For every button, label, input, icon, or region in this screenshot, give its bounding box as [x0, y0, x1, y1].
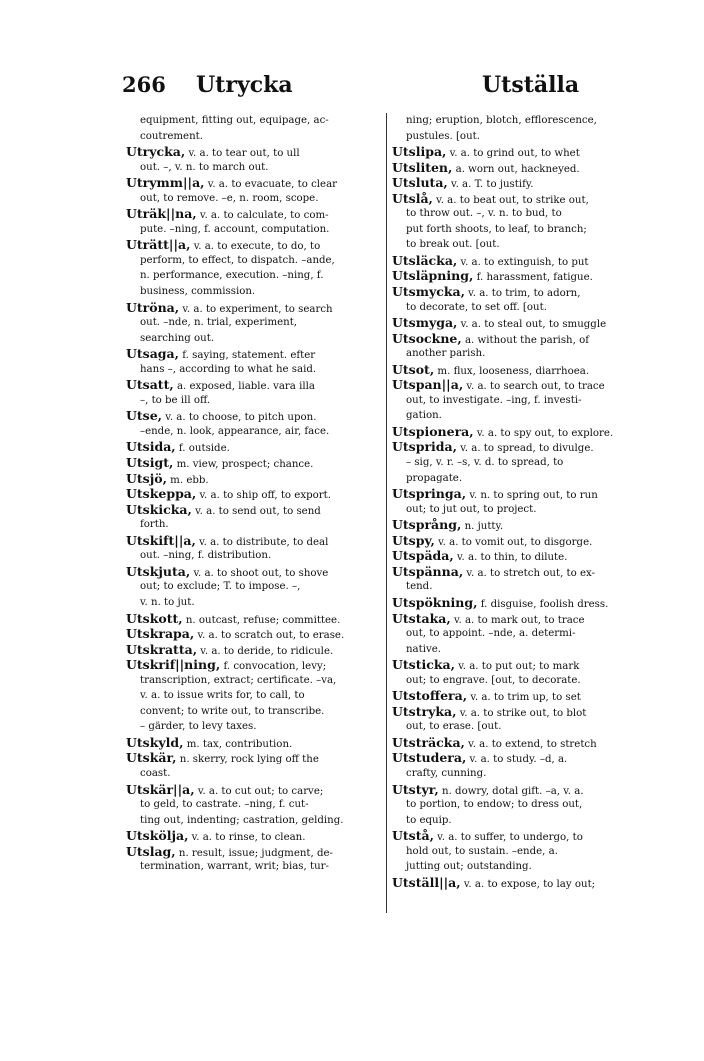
headword: Utspan||a,: [392, 377, 464, 393]
entry-line: [392, 595, 652, 611]
definition-text: n. skerry, rock lying off the: [176, 754, 319, 766]
definition-text: out, to appoint. –nde, a. determi-: [406, 628, 576, 640]
headword: Utsaga,: [126, 346, 180, 362]
entry-line: [126, 439, 383, 455]
entry-line: [126, 144, 383, 160]
headword: Utställ||a,: [392, 874, 461, 890]
headword: Utröna,: [126, 299, 180, 315]
headword: Utstoffera,: [392, 688, 468, 704]
continuation-line: [392, 642, 652, 658]
entry-line: [392, 315, 652, 331]
entry-line: [392, 828, 652, 844]
definition-text: another parish.: [406, 348, 486, 360]
definition-text: m. ebb.: [166, 474, 209, 486]
headword: Utspy,: [392, 532, 435, 548]
definition-text: transcription, extract; certificate. –va,: [140, 674, 337, 686]
entry-line: [392, 533, 652, 549]
entry-line: [126, 502, 383, 518]
definition-text: v. a. to extend, to stretch: [464, 738, 597, 750]
definition-text: m. flux, looseness, diarrhoea.: [434, 365, 590, 377]
continuation-line: [126, 719, 383, 735]
entry-line: [126, 626, 383, 642]
entry-line: [126, 471, 383, 487]
definition-text: out; to jut out, to project.: [406, 503, 537, 515]
page-number: 266: [122, 72, 166, 97]
definition-text: n. dowry, dotal gift. –a, v. a.: [438, 785, 584, 797]
continuation-line: [392, 113, 652, 129]
headword: Utsmyga,: [392, 315, 458, 331]
definition-text: v. a. to beat out, to strike out,: [432, 194, 589, 206]
definition-text: searching out.: [140, 332, 215, 344]
definition-text: f. harassment, fatigue.: [473, 272, 593, 284]
headword: Utskott,: [126, 610, 183, 626]
entry-line: [392, 657, 652, 673]
definition-text: a. worn out, hackneyed.: [452, 163, 580, 175]
headword: Utsticka,: [392, 657, 455, 673]
right-guide-word: Utställa: [482, 72, 580, 98]
definition-text: v. a. to steal out, to smuggle: [457, 319, 607, 331]
definition-text: out; to engrave. [out, to decorate.: [406, 674, 581, 686]
continuation-line: [126, 704, 383, 720]
definition-text: v. a. to trim, to adorn,: [464, 288, 581, 300]
definition-text: to portion, to endow; to dress out,: [406, 799, 583, 811]
right-column: [392, 113, 652, 890]
continuation-line: [126, 688, 383, 704]
definition-text: put forth shoots, to leaf, to branch;: [406, 223, 587, 235]
headword: Utstaka,: [392, 610, 451, 626]
headword: Utstryka,: [392, 703, 457, 719]
entry-line: [392, 144, 652, 160]
entry-line: [126, 533, 383, 549]
continuation-line: [392, 455, 652, 471]
definition-text: out, to erase. [out.: [406, 721, 502, 733]
headword: Utstyr,: [392, 781, 439, 797]
definition-text: v. a. to experiment, to search: [179, 303, 333, 315]
definition-text: v. a. to trim up, to set: [467, 692, 581, 704]
entry-line: [392, 564, 652, 580]
headword: Utsockne,: [392, 330, 462, 346]
definition-text: f. convocation, levy;: [220, 661, 327, 673]
definition-text: coutrement.: [140, 130, 203, 142]
headword: Utspringa,: [392, 486, 467, 502]
definition-text: v. a. to calculate, to com-: [196, 210, 329, 222]
continuation-line: [392, 844, 652, 860]
headword: Utstudera,: [392, 750, 467, 766]
entry-line: [392, 191, 652, 207]
definition-text: a. exposed, liable. vara illa: [173, 381, 315, 393]
definition-text: v. a. to issue writs for, to call, to: [140, 690, 305, 702]
definition-text: – gärder, to levy taxes.: [140, 721, 257, 733]
headword: Utsträcka,: [392, 734, 465, 750]
definition-text: v. a. to ship off, to export.: [196, 490, 331, 502]
headword: Utskär||a,: [126, 781, 195, 797]
definition-text: to throw out. –, v. n. to bud, to: [406, 208, 562, 220]
continuation-line: [126, 191, 383, 207]
headword: Utskölja,: [126, 828, 189, 844]
headword: Utslå,: [392, 190, 433, 206]
headword: Utspäda,: [392, 548, 454, 564]
continuation-line: [126, 424, 383, 440]
continuation-line: [392, 859, 652, 875]
definition-text: v. a. to send out, to send: [191, 505, 321, 517]
definition-text: v. a. to extinguish, to put: [457, 256, 589, 268]
definition-text: tend.: [406, 581, 433, 593]
left-column: [126, 113, 383, 875]
definition-text: convent; to write out, to transcribe.: [140, 705, 325, 717]
definition-text: pute. –ning, f. account, computation.: [140, 223, 330, 235]
definition-text: v. n. to spring out, to run: [466, 490, 598, 502]
entry-line: [126, 175, 383, 191]
continuation-line: [126, 331, 383, 347]
definition-text: out. –ning, f. distribution.: [140, 550, 272, 562]
entry-line: [126, 750, 383, 766]
headword: Utsläcka,: [392, 252, 458, 268]
definition-text: to decorate, to set off. [out.: [406, 301, 547, 313]
entry-line: [392, 424, 652, 440]
definition-text: v. a. to choose, to pitch upon.: [162, 412, 317, 424]
headword: Utsläpning,: [392, 268, 474, 284]
entry-line: [392, 486, 652, 502]
definition-text: to break out. [out.: [406, 239, 500, 251]
headword: Utslag,: [126, 843, 176, 859]
headword: Utsatt,: [126, 377, 174, 393]
definition-text: out, to investigate. –ing, f. investi-: [406, 394, 582, 406]
continuation-line: [392, 237, 652, 253]
definition-text: to equip.: [406, 814, 452, 826]
definition-text: v. a. to thin, to dilute.: [453, 552, 568, 564]
entry-line: [392, 704, 652, 720]
continuation-line: [126, 797, 383, 813]
continuation-line: [126, 393, 383, 409]
definition-text: v. a. to grind out, to whet: [446, 148, 580, 160]
continuation-line: [126, 859, 383, 875]
definition-text: v. a. to study. –d, a.: [466, 754, 568, 766]
definition-text: pustules. [out.: [406, 130, 480, 142]
continuation-line: [392, 719, 652, 735]
continuation-line: [392, 408, 652, 424]
continuation-line: [392, 393, 652, 409]
definition-text: v. a. to evacuate, to clear: [204, 179, 338, 191]
definition-text: v. a. to suffer, to undergo, to: [433, 832, 583, 844]
definition-text: v. a. to mark out, to trace: [450, 614, 585, 626]
definition-text: gation.: [406, 410, 442, 422]
continuation-line: [126, 517, 383, 533]
entry-line: [392, 875, 652, 891]
continuation-line: [126, 253, 383, 269]
definition-text: ting out, indenting; castration, gelding.: [140, 814, 344, 826]
entry-line: [126, 844, 383, 860]
definition-text: to geld, to castrate. –ning, f. cut-: [140, 799, 309, 811]
definition-text: native.: [406, 643, 442, 655]
left-guide-word: Utrycka: [196, 72, 293, 98]
column-divider: [386, 113, 387, 913]
entry-line: [126, 642, 383, 658]
entry-line: [126, 377, 383, 393]
entry-line: [126, 408, 383, 424]
headword: Utsida,: [126, 439, 176, 455]
definition-text: v. a. to distribute, to deal: [195, 536, 329, 548]
definition-text: v. a. to put out; to mark: [454, 661, 580, 673]
definition-text: m. view, prospect; chance.: [173, 459, 314, 471]
definition-text: f. disguise, foolish dress.: [477, 598, 609, 610]
definition-text: –ende, n. look, appearance, air, face.: [140, 425, 330, 437]
definition-text: out; to exclude; T. to impose. –,: [140, 581, 301, 593]
continuation-line: [126, 129, 383, 145]
continuation-line: [126, 160, 383, 176]
headword: Utskyld,: [126, 734, 184, 750]
entry-line: [392, 782, 652, 798]
entry-line: [126, 828, 383, 844]
entry-line: [126, 486, 383, 502]
page-header: [0, 72, 704, 104]
definition-text: f. saying, statement. efter: [179, 350, 316, 362]
entry-line: [392, 548, 652, 564]
continuation-line: [126, 362, 383, 378]
entry-line: [392, 268, 652, 284]
entry-line: [126, 455, 383, 471]
continuation-line: [392, 502, 652, 518]
continuation-line: [126, 766, 383, 782]
definition-text: crafty, cunning.: [406, 767, 487, 779]
entry-line: [392, 175, 652, 191]
entry-line: [392, 688, 652, 704]
headword: Utskjuta,: [126, 563, 191, 579]
headword: Uträtt||a,: [126, 237, 191, 253]
definition-text: n. jutty.: [461, 521, 504, 533]
continuation-line: [392, 300, 652, 316]
definition-text: n. result, issue; judgment, de-: [175, 847, 334, 859]
definition-text: out. –, v. n. to march out.: [140, 161, 269, 173]
continuation-line: [392, 766, 652, 782]
headword: Utskrif||ning,: [126, 657, 221, 673]
headword: Utsjö,: [126, 470, 167, 486]
headword: Utskrapa,: [126, 626, 195, 642]
continuation-line: [392, 579, 652, 595]
definition-text: v. a. T. to justify.: [447, 179, 534, 191]
definition-text: m. tax, contribution.: [183, 738, 293, 750]
definition-text: out. –nde, n. trial, experiment,: [140, 317, 298, 329]
headword: Utskicka,: [126, 501, 192, 517]
continuation-line: [392, 471, 652, 487]
definition-text: propagate.: [406, 472, 463, 484]
definition-text: coast.: [140, 767, 171, 779]
entry-line: [392, 750, 652, 766]
definition-text: v. a. to deride, to ridicule.: [197, 645, 334, 657]
entry-line: [392, 253, 652, 269]
headword: Utsmycka,: [392, 284, 465, 300]
definition-text: v. a. to spy out, to explore.: [473, 427, 614, 439]
headword: Utskeppa,: [126, 486, 197, 502]
entry-line: [126, 206, 383, 222]
definition-text: out, to remove. –e, n. room, scope.: [140, 192, 319, 204]
entry-line: [126, 564, 383, 580]
continuation-line: [392, 222, 652, 238]
headword: Utslipa,: [392, 144, 447, 160]
definition-text: equipment, fitting out, equipage, ac-: [140, 115, 329, 126]
headword: Utskift||a,: [126, 532, 196, 548]
definition-text: v. a. to rinse, to clean.: [188, 832, 306, 844]
continuation-line: [126, 595, 383, 611]
headword: Utspionera,: [392, 423, 474, 439]
entry-line: [392, 284, 652, 300]
entry-line: [392, 160, 652, 176]
entry-line: [392, 517, 652, 533]
continuation-line: [126, 673, 383, 689]
continuation-line: [392, 673, 652, 689]
definition-text: a. without the parish, of: [461, 334, 589, 346]
entry-line: [126, 237, 383, 253]
definition-text: v. a. to expose, to lay out;: [460, 878, 596, 890]
definition-text: v. a. to shoot out, to shove: [190, 567, 329, 579]
definition-text: v. a. to cut out; to carve;: [194, 785, 324, 797]
entry-line: [126, 782, 383, 798]
entry-line: [126, 657, 383, 673]
continuation-line: [392, 797, 652, 813]
continuation-line: [392, 813, 652, 829]
headword: Utstå,: [392, 828, 434, 844]
definition-text: termination, warrant, writ; bias, tur-: [140, 861, 329, 873]
continuation-line: [392, 626, 652, 642]
definition-text: v. a. to search out, to trace: [463, 381, 605, 393]
continuation-line: [392, 129, 652, 145]
definition-text: v. a. to spread, to divulge.: [456, 443, 594, 455]
definition-text: –, to be ill off.: [140, 394, 211, 406]
definition-text: f. outside.: [175, 443, 230, 455]
definition-text: – sig, v. r. –s, v. d. to spread, to: [406, 457, 564, 469]
continuation-line: [126, 548, 383, 564]
definition-text: v. a. to scratch out, to erase.: [194, 630, 345, 642]
entry-line: [126, 611, 383, 627]
entry-line: [392, 735, 652, 751]
entry-line: [392, 377, 652, 393]
continuation-line: [126, 315, 383, 331]
headword: Utspänna,: [392, 563, 464, 579]
definition-text: v. a. to strike out, to blot: [456, 707, 587, 719]
headword: Utrycka,: [126, 144, 186, 160]
entry-line: [126, 735, 383, 751]
definition-text: v. a. to execute, to do, to: [190, 241, 321, 253]
continuation-line: [126, 113, 383, 129]
headword: Utse,: [126, 408, 163, 424]
definition-text: jutting out; outstanding.: [406, 861, 532, 873]
entry-line: [392, 439, 652, 455]
definition-text: perform, to effect, to dispatch. –ande,: [140, 254, 335, 266]
continuation-line: [126, 813, 383, 829]
definition-text: v. a. to stretch out, to ex-: [463, 567, 596, 579]
definition-text: hans –, according to what he said.: [140, 363, 317, 375]
definition-text: v. n. to jut.: [140, 596, 195, 608]
headword: Utrymm||a,: [126, 175, 205, 191]
continuation-line: [392, 206, 652, 222]
continuation-line: [126, 222, 383, 238]
definition-text: forth.: [140, 519, 169, 531]
continuation-line: [126, 579, 383, 595]
definition-text: v. a. to vomit out, to disgorge.: [434, 536, 593, 548]
headword: Utsot,: [392, 361, 435, 377]
headword: Utskratta,: [126, 641, 198, 657]
headword: Utskär,: [126, 750, 177, 766]
definition-text: business, commission.: [140, 286, 256, 298]
definition-text: hold out, to sustain. –ende, a.: [406, 845, 558, 857]
entry-line: [126, 346, 383, 362]
headword: Utspökning,: [392, 594, 478, 610]
definition-text: v. a. to tear out, to ull: [185, 148, 300, 160]
headword: Utsprång,: [392, 517, 462, 533]
entry-line: [392, 362, 652, 378]
continuation-line: [126, 284, 383, 300]
headword: Utsliten,: [392, 159, 453, 175]
continuation-line: [126, 268, 383, 284]
definition-text: n. outcast, refuse; committee.: [182, 614, 341, 626]
definition-text: n. performance, execution. –ning, f.: [140, 270, 324, 282]
continuation-line: [392, 346, 652, 362]
headword: Uträk||na,: [126, 206, 197, 222]
entry-line: [392, 331, 652, 347]
entry-line: [392, 611, 652, 627]
entry-line: [126, 300, 383, 316]
headword: Utsigt,: [126, 455, 174, 471]
definition-text: ning; eruption, blotch, efflorescence,: [406, 115, 597, 126]
headword: Utsluta,: [392, 175, 448, 191]
headword: Utsprida,: [392, 439, 457, 455]
